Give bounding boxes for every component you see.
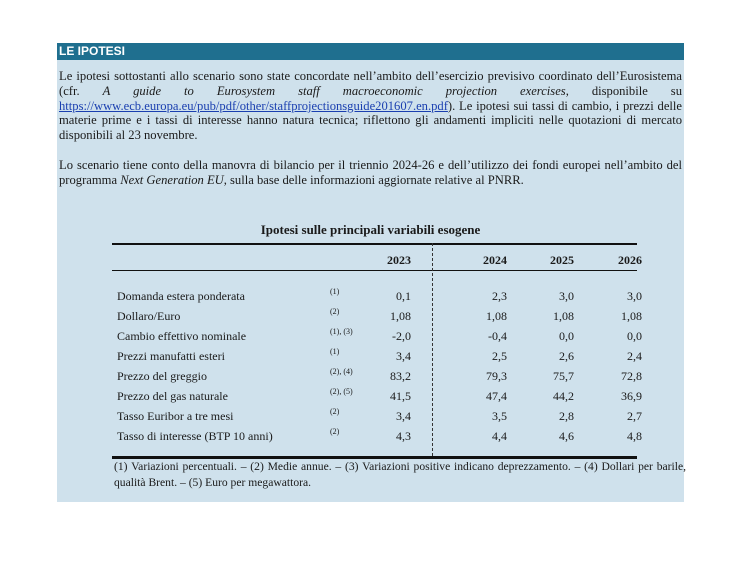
assumptions-box [57, 43, 684, 502]
row-label: Tasso Euribor a tre mesi [117, 409, 234, 423]
table-row [57, 309, 684, 327]
cell-value: 1,08 [553, 309, 574, 323]
cell-value: 4,8 [627, 429, 642, 443]
cell-value: 2,7 [627, 409, 642, 423]
year-header: 2025 [550, 253, 574, 267]
cell-value: 4,3 [396, 429, 411, 443]
cell-value: 4,6 [559, 429, 574, 443]
row-note: (1) [330, 347, 340, 356]
row-label: Domanda estera ponderata [117, 289, 245, 303]
intro-text: Le ipotesi sottostanti allo scenario sono state concordate nell’ambito dell’esercizio previsivo coordinato dell’Eurosistema (cfr. [59, 69, 682, 98]
table-row [57, 349, 684, 367]
row-note: (2) [330, 427, 340, 436]
table-footnote: (1) Variazioni percentuali. – (2) Medie annue. – (3) Variazioni positive indicano deprezzamento. – (4) Dollari per barile, qualità Brent. – (5) Euro per megawattora. [114, 460, 686, 489]
cell-value: 2,6 [559, 349, 574, 363]
cell-value: 3,4 [396, 409, 411, 423]
row-note: (2) [330, 407, 340, 416]
intro-text: , sulla base delle informazioni aggiornate relative al PNRR. [223, 172, 524, 187]
cell-value: 0,1 [396, 289, 411, 303]
cell-value: 3,4 [396, 349, 411, 363]
row-label: Prezzi manufatti esteri [117, 349, 225, 363]
cell-value: 2,5 [492, 349, 507, 363]
cell-value: 44,2 [553, 389, 574, 403]
cell-value: 3,0 [559, 289, 574, 303]
cell-value: 47,4 [486, 389, 507, 403]
cell-value: 72,8 [621, 369, 642, 383]
cell-value: 0,0 [627, 329, 642, 343]
table-row [57, 389, 684, 407]
cell-value: 36,9 [621, 389, 642, 403]
year-header: 2026 [618, 253, 642, 267]
cell-value: 2,3 [492, 289, 507, 303]
table-row [57, 329, 684, 347]
intro-text: Lo scenario tiene conto della manovra di bilancio per il triennio 2024-26 e dell’utilizzo dei fondi europei nell’ambito del programma [59, 158, 682, 187]
row-note: (2) [330, 307, 340, 316]
table-top-rule [112, 243, 637, 245]
cell-value: 2,8 [559, 409, 574, 423]
cell-value: 4,4 [492, 429, 507, 443]
row-note: (2), (4) [330, 367, 353, 376]
year-header: 2023 [387, 253, 411, 267]
row-note: (2), (5) [330, 387, 353, 396]
row-label: Prezzo del gas naturale [117, 389, 228, 403]
cell-value: 3,5 [492, 409, 507, 423]
cell-value: 79,3 [486, 369, 507, 383]
year-header: 2024 [483, 253, 507, 267]
intro-text: ). Le ipotesi sui tassi di cambio, i prezzi delle materie prime e i tassi di interesse hanno natura tecnica; riflettono gli andamenti impliciti nelle quotazioni di mercato disponibili al 23 novembre. [59, 98, 682, 143]
cell-value: 75,7 [553, 369, 574, 383]
cell-value: 1,08 [390, 309, 411, 323]
cell-value: -0,4 [488, 329, 507, 343]
cell-value: 83,2 [390, 369, 411, 383]
intro-text: , disponibile su [565, 83, 682, 98]
row-note: (1), (3) [330, 327, 353, 336]
table-row [57, 289, 684, 307]
intro-paragraph-1 [59, 69, 682, 143]
cell-value: 2,4 [627, 349, 642, 363]
cell-value: 0,0 [559, 329, 574, 343]
cell-value: 3,0 [627, 289, 642, 303]
row-note: (1) [330, 287, 340, 296]
row-label: Prezzo del greggio [117, 369, 207, 383]
box-header: LE IPOTESI [57, 43, 684, 60]
cell-value: -2,0 [392, 329, 411, 343]
cell-value: 1,08 [621, 309, 642, 323]
cell-value: 1,08 [486, 309, 507, 323]
intro-paragraph-2 [59, 158, 682, 188]
table-header-rule [112, 270, 637, 271]
programme-name: Next Generation EU [120, 172, 224, 187]
guide-title: A guide to Eurosystem staff macroeconomic projection exercises [102, 83, 566, 98]
cell-value: 41,5 [390, 389, 411, 403]
row-label: Dollaro/Euro [117, 309, 181, 323]
row-label: Cambio effettivo nominale [117, 329, 247, 343]
table-title: Ipotesi sulle principali variabili esogene [260, 222, 481, 237]
table-row [57, 429, 684, 447]
table-row [57, 409, 684, 427]
row-label: Tasso di interesse (BTP 10 anni) [117, 429, 273, 443]
ecb-guide-link[interactable]: https://www.ecb.europa.eu/pub/pdf/other/staffprojectionsguide201607.en.pdf [59, 98, 448, 113]
table-row [57, 369, 684, 387]
